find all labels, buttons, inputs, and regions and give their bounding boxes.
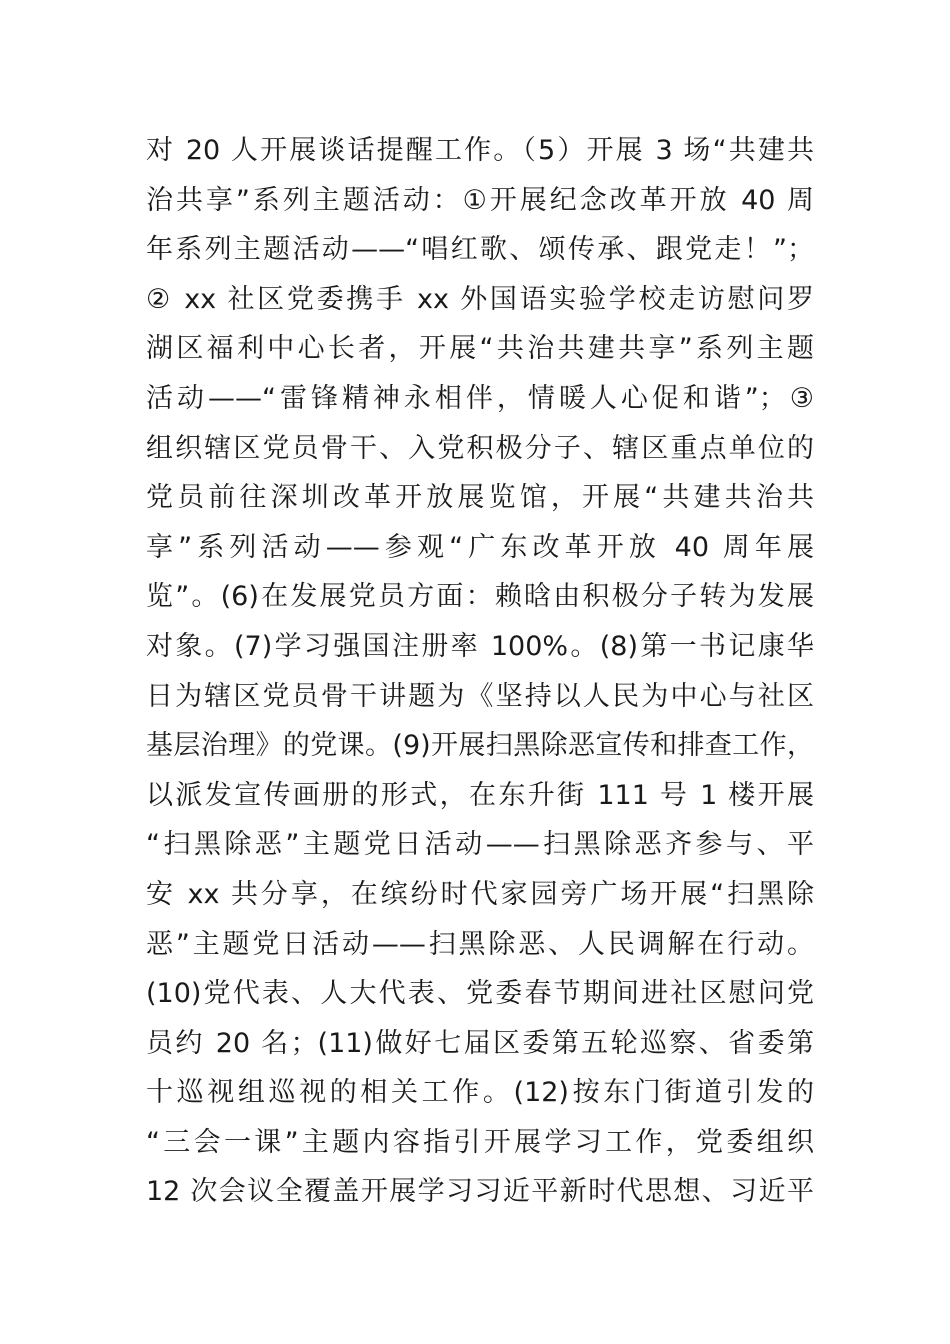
text-line: ② xx 社区党委携手 xx 外国语实验学校走访慰问罗 — [146, 283, 814, 315]
text-line: 组织辖区党员骨干、入党积极分子、辖区重点单位的 — [146, 432, 814, 464]
text-line: 活动——“雷锋精神永相伴，情暖人心促和谐”；③ — [146, 382, 814, 414]
text-line: “三会一课”主题内容指引开展学习工作，党委组织 — [146, 1126, 814, 1158]
text-line: 12 次会议全覆盖开展学习习近平新时代思想、习近平 — [146, 1176, 814, 1208]
text-line: 员约 20 名；(11)做好七届区委第五轮巡察、省委第 — [146, 1027, 814, 1059]
text-line: (10)党代表、人大代表、党委春节期间进社区慰问党 — [146, 978, 814, 1010]
text-line: 对 20 人开展谈话提醒工作。（5）开展 3 场“共建共 — [146, 135, 814, 166]
text-line: 年系列主题活动——“唱红歌、颂传承、跟党走！”； — [146, 234, 814, 266]
text-line: 享”系列活动——参观“广东改革开放 40 周年展 — [146, 531, 814, 563]
text-line: “扫黑除恶”主题党日活动——扫黑除恶齐参与、平 — [146, 829, 814, 861]
text-line: 基层治理》的党课。(9)开展扫黑除恶宣传和排查工作， — [146, 730, 814, 762]
text-line: 治共享”系列主题活动：①开展纪念改革开放 40 周 — [146, 184, 814, 216]
text-line: 日为辖区党员骨干讲题为《坚持以人民为中心与社区 — [146, 680, 814, 712]
text-line: 十巡视组巡视的相关工作。(12)按东门街道引发的 — [146, 1077, 814, 1109]
text-line: 湖区福利中心长者，开展“共治共建共享”系列主题 — [146, 333, 814, 365]
body-text — [146, 126, 814, 1217]
text-line: 以派发宣传画册的形式，在东升街 111 号 1 楼开展 — [146, 779, 814, 811]
text-line: 安 xx 共分享，在缤纷时代家园旁广场开展“扫黑除 — [146, 878, 814, 910]
text-line: 对象。(7)学习强国注册率 100%。(8)第一书记康华 — [146, 630, 814, 662]
text-line: 党员前往深圳改革开放展览馆，开展“共建共治共 — [146, 482, 814, 514]
text-line: 恶”主题党日活动——扫黑除恶、人民调解在行动。 — [146, 928, 814, 960]
text-line: 览”。(6)在发展党员方面：赖晗由积极分子转为发展 — [146, 581, 814, 613]
